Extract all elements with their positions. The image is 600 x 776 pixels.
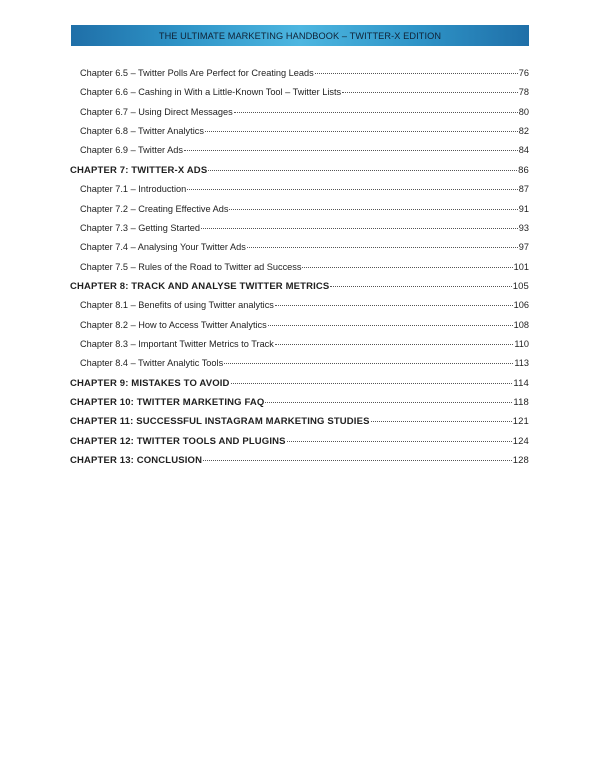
toc-dot-leader [187, 189, 518, 190]
toc-page-number: 128 [512, 455, 529, 467]
toc-dot-leader [268, 325, 513, 326]
toc-subchapter-entry[interactable] [70, 107, 529, 126]
toc-dot-leader [203, 460, 512, 461]
toc-page-number: 106 [513, 300, 529, 311]
toc-chapter-entry[interactable] [70, 436, 529, 455]
toc-entry-label: Chapter 7.1 – Introduction [80, 184, 187, 195]
toc-entry-label: Chapter 7.5 – Rules of the Road to Twitter ad Success [80, 261, 302, 272]
toc-chapter-entry[interactable] [70, 378, 529, 397]
toc-entry-label: Chapter 6.5 – Twitter Polls Are Perfect for Creating Leads [80, 68, 314, 78]
toc-entry-label: CHAPTER 7: TWITTER-X ADS [70, 164, 208, 176]
toc-subchapter-entry[interactable] [70, 126, 529, 145]
toc-chapter-entry[interactable] [70, 281, 529, 300]
toc-page-number: 84 [518, 145, 529, 156]
toc-page-number: 121 [512, 416, 529, 428]
toc-subchapter-entry[interactable] [70, 68, 529, 87]
toc-page-number: 87 [518, 184, 529, 195]
toc-subchapter-entry[interactable] [70, 300, 529, 319]
toc-chapter-entry[interactable] [70, 397, 529, 416]
toc-dot-leader [330, 286, 511, 287]
toc-entry-label: Chapter 6.8 – Twitter Analytics [80, 126, 204, 137]
toc-dot-leader [287, 441, 512, 442]
toc-dot-leader [205, 131, 518, 132]
toc-entry-label: CHAPTER 9: MISTAKES TO AVOID [70, 377, 230, 389]
toc-entry-label: Chapter 6.9 – Twitter Ads [80, 145, 183, 156]
toc-page-number: 110 [514, 339, 529, 350]
toc-subchapter-entry[interactable] [70, 262, 529, 281]
toc-dot-leader [201, 228, 518, 229]
toc-entry-label: CHAPTER 8: TRACK AND ANALYSE TWITTER METRICS [70, 280, 330, 292]
toc-chapter-entry[interactable] [70, 455, 529, 474]
toc-subchapter-entry[interactable] [70, 320, 529, 339]
toc-dot-leader [342, 92, 518, 93]
toc-dot-leader [265, 402, 512, 403]
toc-dot-leader [247, 247, 518, 248]
toc-entry-label: Chapter 8.1 – Benefits of using Twitter analytics [80, 300, 274, 311]
toc-dot-leader [208, 170, 517, 171]
toc-page-number: 113 [514, 358, 529, 369]
toc-entry-label: CHAPTER 11: SUCCESSFUL INSTAGRAM MARKETING STUDIES [70, 416, 370, 428]
toc-page-number: 76 [518, 68, 529, 78]
toc-page-number: 82 [518, 126, 529, 137]
toc-page-number: 118 [513, 397, 529, 409]
toc-subchapter-entry[interactable] [70, 339, 529, 358]
toc-dot-leader [275, 344, 513, 345]
toc-entry-label: Chapter 8.2 – How to Access Twitter Analytics [80, 319, 267, 330]
toc-page-number: 108 [513, 319, 529, 330]
toc-dot-leader [184, 150, 518, 151]
toc-page-number: 93 [518, 222, 529, 233]
toc-subchapter-entry[interactable] [70, 358, 529, 377]
toc-page-number: 91 [518, 203, 529, 214]
toc-dot-leader [234, 112, 518, 113]
toc-page-number: 80 [518, 106, 529, 117]
toc-chapter-entry[interactable] [70, 165, 529, 184]
toc-entry-label: CHAPTER 10: TWITTER MARKETING FAQ [70, 397, 265, 409]
toc-entry-label: Chapter 7.4 – Analysing Your Twitter Ads [80, 242, 246, 253]
toc-dot-leader [371, 421, 512, 422]
toc-dot-leader [315, 73, 518, 74]
toc-entry-label: Chapter 7.2 – Creating Effective Ads [80, 203, 229, 214]
toc-subchapter-entry[interactable] [70, 184, 529, 203]
toc-subchapter-entry[interactable] [70, 223, 529, 242]
toc-page-number: 97 [518, 242, 529, 253]
toc-subchapter-entry[interactable] [70, 145, 529, 164]
toc-dot-leader [302, 267, 512, 268]
toc-page-number: 114 [513, 377, 529, 389]
toc-entry-label: Chapter 6.7 – Using Direct Messages [80, 106, 233, 117]
toc-page-number: 86 [518, 164, 529, 176]
toc-entry-label: Chapter 7.3 – Getting Started [80, 222, 201, 233]
toc-dot-leader [224, 363, 513, 364]
toc-page-number: 105 [512, 280, 529, 292]
toc-entry-label: CHAPTER 12: TWITTER TOOLS AND PLUGINS [70, 435, 286, 447]
toc-page-number: 124 [512, 435, 529, 447]
header-title: THE ULTIMATE MARKETING HANDBOOK – TWITTER-X EDITION [158, 30, 442, 41]
toc-dot-leader [231, 383, 513, 384]
header-banner [71, 25, 529, 46]
toc-subchapter-entry[interactable] [70, 242, 529, 261]
toc-entry-label: Chapter 6.6 – Cashing in With a Little-Known Tool – Twitter Lists [80, 87, 342, 98]
toc-page-number: 78 [518, 87, 529, 98]
table-of-contents [70, 68, 529, 475]
toc-entry-label: Chapter 8.3 – Important Twitter Metrics to Track [80, 339, 274, 350]
toc-entry-label: Chapter 8.4 – Twitter Analytic Tools [80, 358, 224, 369]
toc-entry-label: CHAPTER 13: CONCLUSION [70, 455, 203, 467]
toc-subchapter-entry[interactable] [70, 204, 529, 223]
toc-page-number: 101 [513, 261, 529, 272]
toc-dot-leader [229, 209, 517, 210]
toc-subchapter-entry[interactable] [70, 87, 529, 106]
toc-chapter-entry[interactable] [70, 416, 529, 435]
toc-dot-leader [275, 305, 513, 306]
